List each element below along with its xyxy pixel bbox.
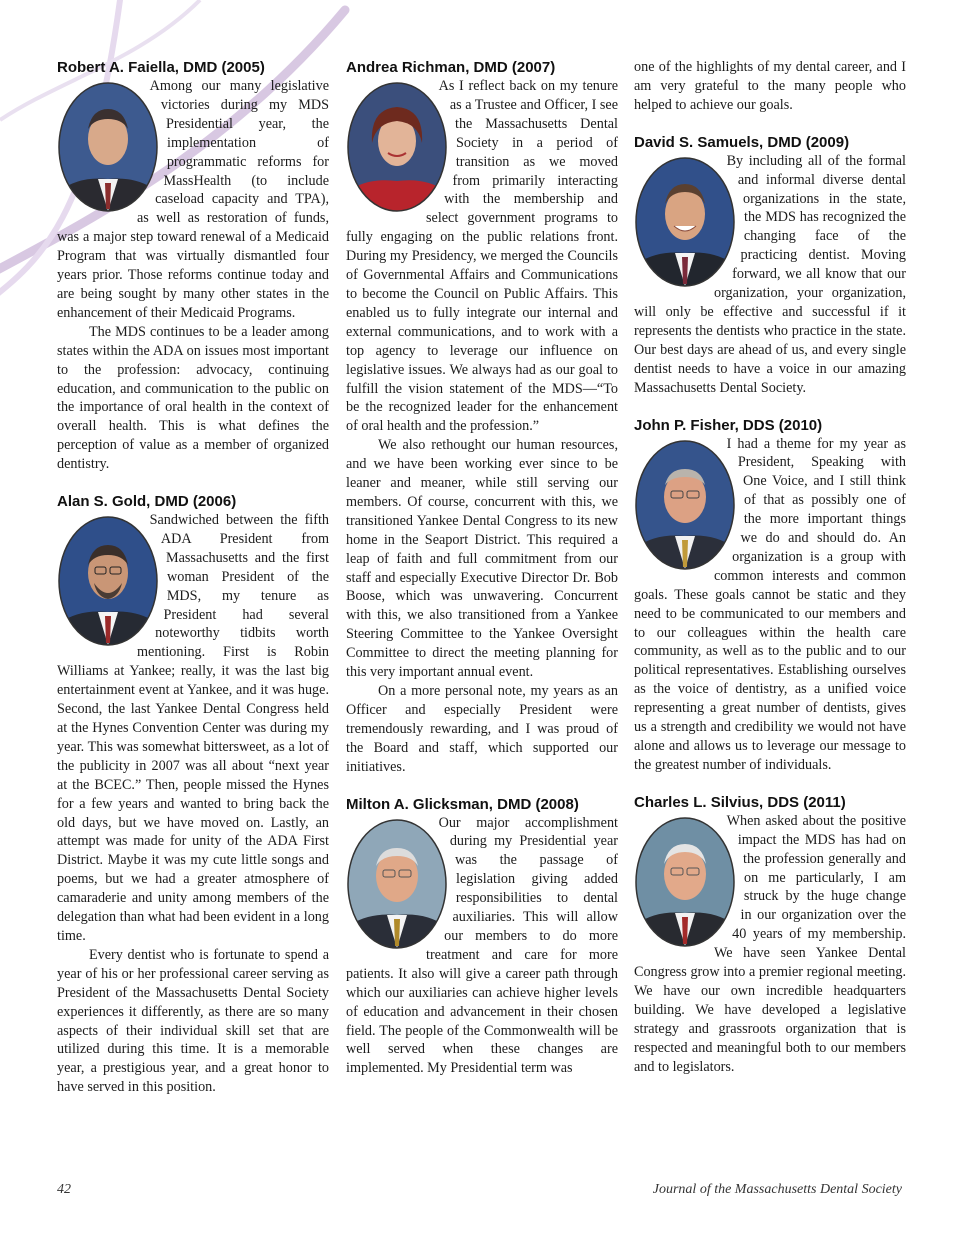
entry-faiella: [57, 58, 329, 474]
entry-glicksman-continued: [634, 58, 906, 115]
portrait-photo: [634, 816, 736, 948]
portrait-photo: [346, 818, 448, 950]
president-name: David S. Samuels, DMD (2009): [634, 133, 850, 151]
president-name: Milton A. Glicksman, DMD (2008): [346, 795, 579, 813]
entry-gold: [57, 492, 329, 1097]
entry-richman: [346, 58, 618, 777]
body-paragraph: As I reflect back on my tenure as a Trustee and Officer, I see the Massachusetts Dental Society in a period of transition as we moved from primarily interacting with the membership and select government programs to fully engaging on the public relations front. During my Presidency, we merged the Councils of Governmental Affairs and Communications to become the Council on Public Affairs. This enabled us to fully integrate our internal and external communications, and to work with a top agency to leverage our influence on legislative issues. We always had as our goal to fulfill the vision statement of the MDS—“To be the recognized leader for the enhancement of oral health and the profession.”: [346, 78, 619, 435]
body-paragraph: Our major accomplishment during my Presidential year was the passage of legislation giving added responsibilities to dental auxiliaries. This will allow our members to do more treatment and care for more patients. It also will give a career path through which our auxiliaries can achieve higher levels of education and advancement in their chosen field. The people of the Commonwealth will be well served when these changes are implemented. My Presidential term was: [346, 814, 618, 1077]
portrait-photo: [634, 156, 736, 288]
journal-title-footer: Journal of the Massachusetts Dental Society: [652, 1182, 902, 1197]
body-paragraph: The MDS continues to be a leader among states within the ADA on issues most important to the profession: advocacy, continuing education, and communication to the public on the importance of oral health in the context of overall health. This is what defines the perception of value as a member of organized dentistry.: [57, 323, 329, 473]
portrait-photo: [57, 81, 159, 213]
entry-glicksman: [346, 795, 618, 1079]
body-paragraph: Every dentist who is fortunate to spend a year of his or her professional career serving as President of the Massachusetts Dental Society experiences it differently, as there are so many aspects of their individual skill set that are utilized during this time. It is a memorable year, a prestigious year, and a great honor to have served in this position.: [57, 946, 329, 1096]
portrait-photo: [346, 81, 448, 213]
body-paragraph: When asked about the positive impact the MDS has had on the profession generally and on me particularly, I am struck by the huge change in our organization over the 40 years of my membership. We have seen Yankee Dental Congress grow into a premier regional meeting. We have our own incredible headquarters building. We have developed a legislative strategy and grassroots organization that is respected and meaningful both to our members and to legislators.: [634, 812, 906, 1075]
president-name: Charles L. Silvius, DDS (2011): [634, 793, 846, 811]
body-paragraph: On a more personal note, my years as an Officer and especially President were tremendously rewarding, and I was proud of the Board and staff, which supported our initiatives.: [346, 683, 618, 775]
portrait-photo: [634, 439, 736, 571]
president-name: Robert A. Faiella, DMD (2005): [57, 59, 265, 76]
body-paragraph: one of the highlights of my dental career, and I am very grateful to the many people who helped to achieve our goals.: [634, 59, 906, 113]
president-name: John P. Fisher, DDS (2010): [634, 416, 823, 434]
portrait-photo: [57, 515, 159, 647]
body-paragraph: By including all of the formal and informal diverse dental organizations in the state, the MDS has recognized the changing face of the practicing dentist. Moving forward, we all know that our organization, your organization, will only be effective and successful if it represents the dentists who practice in the state. Our best days are ahead of us, and every single dentist needs to have a voice in our amazing Massachusetts Dental Society.: [634, 152, 906, 396]
president-name: Alan S. Gold, DMD (2006): [57, 493, 237, 511]
page-number: 42: [57, 1182, 71, 1197]
president-name: Andrea Richman, DMD (2007): [346, 59, 556, 76]
body-paragraph: Among our many legislative victories during my MDS Presidential year, the implementation of programmatic reforms for MassHealth (to include caseload capacity and TPA), as well as restoration of funds, was a major step toward renewal of a Medicaid Program that was virtually dismantled four years prior. Those reforms continue today and are being sought by many other states in the enhancement of their Medicaid Programs.: [57, 78, 329, 321]
entry-fisher: [634, 416, 906, 775]
column-middle: [346, 58, 618, 1078]
entry-samuels: [634, 133, 906, 398]
body-paragraph: Sandwiched between the fifth ADA President from Massachusetts and the first woman President of the MDS, my tenure as President had several noteworthy tidbits worth mentioning. First is Robin Williams at Yankee; really, it was the last big entertainment event at Yankee, and it was huge. Second, the last Yankee Dental Congress held at the Hynes Convention Center was during my year. This was somewhat bittersweet, as a lot of the publicity in 2007 was all about “next year at the BCEC.” Then, people missed the Hynes for a few years and wanted to bring back the old days, but we have moved on. Lastly, an attempt was made for unity of the ADA First District. Maybe it was my cute little songs and poems, but we had a greater atmosphere of camaraderie and unity among members of the delegation than what had been evident in a long time.: [57, 512, 329, 944]
column-left: [57, 58, 329, 1097]
entry-silvius: [634, 793, 906, 1077]
body-paragraph: I had a theme for my year as President, Speaking with One Voice, and I still think of that as possibly one of the more important things we do and should do. An organization is a group with common interests and common goals. These goals cannot be static and they need to be communicated to our members and to our colleagues within the health care community, as well as to the public and to our political representatives. Establishing ourselves as the voice of dentistry, as a unified voice representing a great number of dentists, gives us a strength and credibility we would not have alone and allows us to leverage our message to the greatest number of individuals.: [634, 435, 906, 773]
column-right: [634, 58, 906, 1077]
body-paragraph: We also rethought our human resources, and we have been working ever since to be leaner and meaner, while still serving our members. Of course, concurrent with this, we transitioned Yankee Dental Congress to its new home in the Seaport District. This required a leap of faith and full commitment from our staff and especially Executive Director Dr. Bob Boose, which was unwavering. Concurrent with this, we also transitioned from a Yankee Steering Committee to the Yankee Oversight Committee to direct the meeting planning for this very important annual event.: [346, 437, 618, 681]
